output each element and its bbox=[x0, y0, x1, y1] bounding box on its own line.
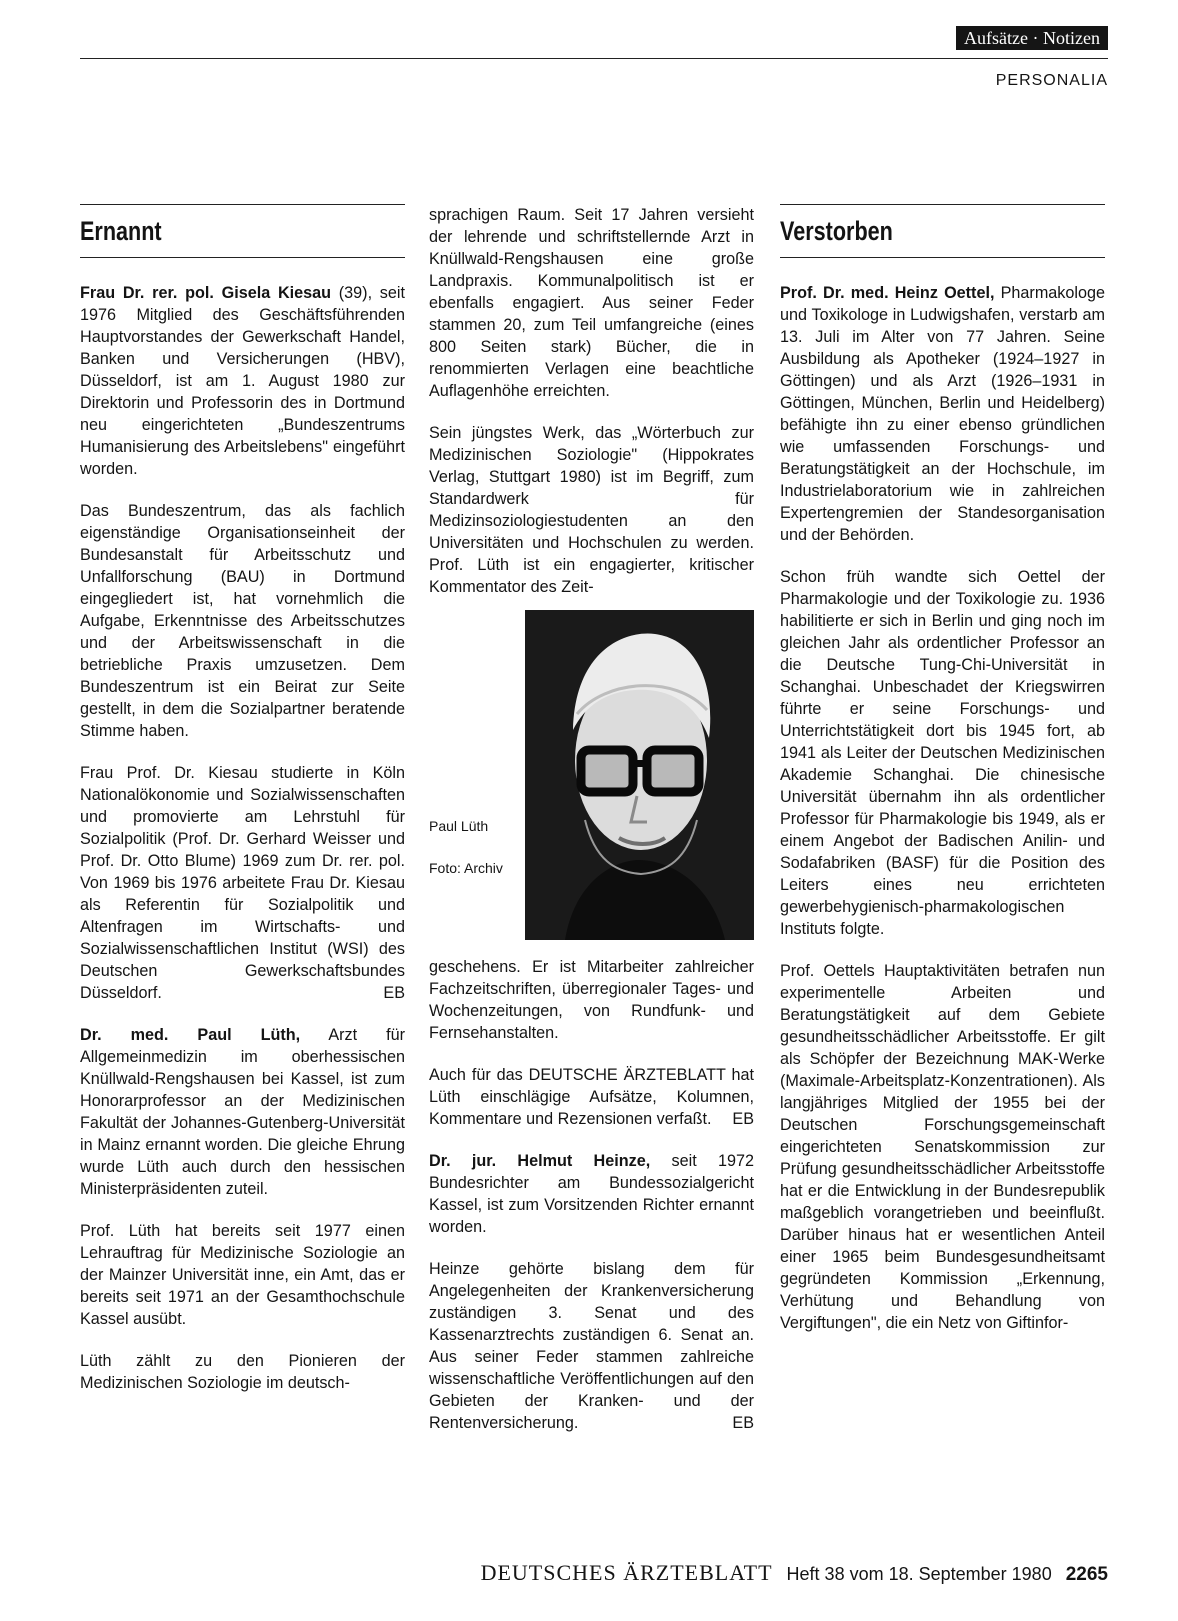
paragraph-oettel bbox=[780, 282, 1105, 546]
page-number: 2265 bbox=[1065, 1564, 1108, 1585]
paragraph-heinze-text: seit 1972 Bundesrichter am Bundessozialgericht Kassel, ist zum Vorsitzenden Richter ernannt worden. bbox=[429, 1152, 754, 1236]
person-name-kiesau: Frau Dr. rer. pol. Gisela Kiesau bbox=[80, 284, 332, 302]
page-footer bbox=[80, 1560, 1108, 1600]
paragraph-oettel-laufbahn: Schon früh wandte sich Oettel der Pharmakologie und der Toxikologie zu. 1936 habilitierte er sich in Berlin und ging noch im gleichen Jahr als ordentlicher Professor an die Deutsche Tung-Chi-Universität in Schanghai. Unbeschadet der Kriegswirren führte er seine Forschungs- und Unterrichtstätigkeit dort bis 1945 fort, ab 1941 als Leiter der Deutschen Medizinischen Akademie Schanghai. Die chinesische Universität übernahm ihn als ordentlicher Professor für Pharmakologie bis 1949, als er einem Angebot der Badischen Anilin- und Sodafabriken (BASF) für die Position des Leiters eines neu errichteten gewerbehygienisch-pharmakologischen Instituts folgte. bbox=[780, 568, 1105, 938]
paragraph-lueth bbox=[80, 1024, 405, 1200]
signature-eb: EB bbox=[732, 1110, 754, 1128]
issue-info: Heft 38 vom 18. September 1980 bbox=[786, 1564, 1052, 1584]
column-middle bbox=[429, 204, 754, 1454]
signature-eb: EB bbox=[732, 1414, 754, 1432]
paragraph-heinze-senat-text: Heinze gehörte bislang dem für Angelegenheiten der Krankenversicherung zuständigen 3. Senat und des Kassenarztrechts zuständigen 6. Senat an. Aus seiner Feder stammen zahlreiche wissenschaftliche Veröffentlichungen auf den Gebieten der Kranken- und der Rentenversicherung. bbox=[429, 1260, 754, 1432]
paragraph-lueth-text: Arzt für Allgemeinmedizin im oberhessischen Knüllwald-Rengshausen bei Kassel, ist zum Honorarprofessor an der Medizinischen Fakultät der Johannes-Gutenberg-Universität in Mainz ernannt worden. Die gleiche Ehrung wurde Lüth auch durch den hessischen Ministerpräsidenten zuteil. bbox=[80, 1026, 406, 1198]
person-name-lueth: Dr. med. Paul Lüth, bbox=[80, 1026, 301, 1044]
photo-area bbox=[429, 610, 754, 940]
paragraph-heinze bbox=[429, 1150, 754, 1238]
column-right bbox=[780, 204, 1105, 1354]
heading-block-ernannt bbox=[80, 204, 405, 258]
paragraph-oettel-text: Pharmakologe und Toxikologe in Ludwigshafen, verstarb am 13. Juli im Alter von 77 Jahren. Seine Ausbildung als Apotheker (1924–1927 in Göttingen) und als Arzt (1926–1931 in Göttingen, München, Berlin und Heidelberg) befähigte ihn zu einer ebenso gründlichen wie umfassenden Forschungs- und Beratungstätigkeit an der Hochschule, im Industrielaboratorium wie in zahlreichen Expertengremien der Standesorganisation und der Behörden. bbox=[780, 284, 1106, 544]
person-name-oettel: Prof. Dr. med. Heinz Oettel, bbox=[780, 284, 995, 302]
paragraph-kiesau-career bbox=[80, 762, 405, 1004]
paragraph-lueth-mitarbeiter: geschehens. Er ist Mitarbeiter zahlreicher Fachzeitschriften, überregionaler Tages- und Wochenzeitungen, von Rundfunk- und Fernsehanstalten. bbox=[429, 958, 754, 1042]
header-rule bbox=[80, 58, 1108, 59]
paragraph-lueth-aerzteblatt-text: Auch für das DEUTSCHE ÄRZTEBLATT hat Lüth einschlägige Aufsätze, Kolumnen, Kommentare und Rezensionen verfaßt. bbox=[429, 1066, 754, 1128]
paragraph-kiesau bbox=[80, 282, 405, 480]
section-tag: Aufsätze · Notizen bbox=[956, 26, 1108, 50]
paragraph-lueth-lehrauftrag: Prof. Lüth hat bereits seit 1977 einen Lehrauftrag für Medizinische Soziologie an der Mainzer Universität inne, ein Amt, das er bereits seit 1971 an der Gesamthochschule Kassel ausübt. bbox=[80, 1222, 405, 1328]
paragraph-lueth-werk: Sein jüngstes Werk, das „Wörterbuch zur Medizinischen Soziologie" (Hippokrates Verlag, Stuttgart 1980) ist im Begriff, zum Standardwerk für Medizinsoziologiestudenten an den Universitäten und Hochschulen zu werden. Prof. Lüth ist ein engagierter, kritischer Kommentator des Zeit- bbox=[429, 424, 754, 596]
paragraph-oettel-aktivitaeten: Prof. Oettels Hauptaktivitäten betrafen nun experimentelle Arbeiten und Beratungstätigkeit auf dem Gebiete gesundheitsschädlicher Arbeitsstoffe. Er gilt als Schöpfer der Bezeichnung MAK-Werke (Maximale-Arbeitsplatz-Konzentrationen). Als langjähriges Mitglied der 1955 bei der Deutschen Forschungsgemeinschaft eingerichteten Senatskommission zur Prüfung gesundheitsschädlicher Arbeitsstoffe hat er die Entwicklung in der Bundesrepublik maßgeblich vorangetrieben und beeinflußt. Darüber hinaus hat er wesentlichen Anteil einer 1965 beim Bundesgesundheitsamt gegründeten Kommission „Erkennung, Verhütung und Behandlung von Vergiftungen", die ein Netz von Giftinfor- bbox=[780, 962, 1105, 1332]
journal-name: DEUTSCHES ÄRZTEBLATT bbox=[480, 1560, 773, 1585]
column-left bbox=[80, 204, 405, 1414]
person-name-heinze: Dr. jur. Helmut Heinze, bbox=[429, 1152, 651, 1170]
paragraph-kiesau-text: (39), seit 1976 Mitglied des Geschäftsführenden Hauptvorstandes der Gewerkschaft Handel, Banken und Versicherungen (HBV), Düsseldorf, ist am 1. August 1980 zur Direktorin und Professorin des in Dortmund neu eingerichteten „Bundeszentrums Humanisierung des Arbeitslebens" eingeführt worden. bbox=[80, 284, 405, 478]
paragraph-kiesau-career-text: Frau Prof. Dr. Kiesau studierte in Köln Nationalökonomie und Sozialwissenschaften und promovierte am Lehrstuhl für Sozialpolitik (Prof. Dr. Gerhard Weisser und Prof. Dr. Otto Blume) 1969 zum Dr. rer. pol. Von 1969 bis 1976 arbeitete Frau Dr. Kiesau als Referentin für Sozialpolitik und Altenfragen im Wirtschafts- und Sozialwissenschaftlichen Institut (WSI) des Deutschen Gewerkschaftsbundes Düsseldorf. bbox=[80, 764, 405, 1002]
portrait-illustration bbox=[525, 610, 754, 940]
paragraph-bundeszentrum: Das Bundeszentrum, das als fachlich eigenständige Organisationseinheit der Bundesanstalt für Arbeitsschutz und Unfallforschung (BAU) in Dortmund eingegliedert ist, hat vornehmlich die Aufgabe, Erkenntnisse des Arbeitsschutzes und der Arbeitswissenschaft in die betriebliche Praxis umzusetzen. Dem Bundeszentrum ist ein Beirat zur Seite gestellt, in dem die Sozialpartner beratende Stimme haben. bbox=[80, 502, 405, 740]
portrait-photo bbox=[525, 610, 754, 940]
section-label: PERSONALIA bbox=[995, 72, 1108, 89]
photo-credit: Foto: Archiv bbox=[429, 860, 503, 876]
paragraph-lueth-praxis: sprachigen Raum. Seit 17 Jahren versieht der lehrende und schriftstellernde Arzt in Knüllwald-Rengshausen eine große Landpraxis. Kommunalpolitisch ist er ebenfalls engagiert. Aus seiner Feder stammen 20, zum Teil umfangreiche (eines 800 Seiten stark) Bücher, die in renommierten Verlagen eine beachtliche Auflagenhöhe erreichten. bbox=[429, 206, 754, 400]
heading-ernannt: Ernannt bbox=[80, 216, 162, 246]
photo-caption: Paul Lüth bbox=[429, 818, 489, 834]
heading-block-verstorben bbox=[780, 204, 1105, 258]
paragraph-lueth-pionier: Lüth zählt zu den Pionieren der Medizinischen Soziologie im deutsch- bbox=[80, 1352, 405, 1392]
signature-eb: EB bbox=[383, 984, 405, 1002]
paragraph-lueth-aerzteblatt bbox=[429, 1064, 754, 1130]
paragraph-heinze-senat bbox=[429, 1258, 754, 1434]
heading-verstorben: Verstorben bbox=[780, 216, 893, 246]
